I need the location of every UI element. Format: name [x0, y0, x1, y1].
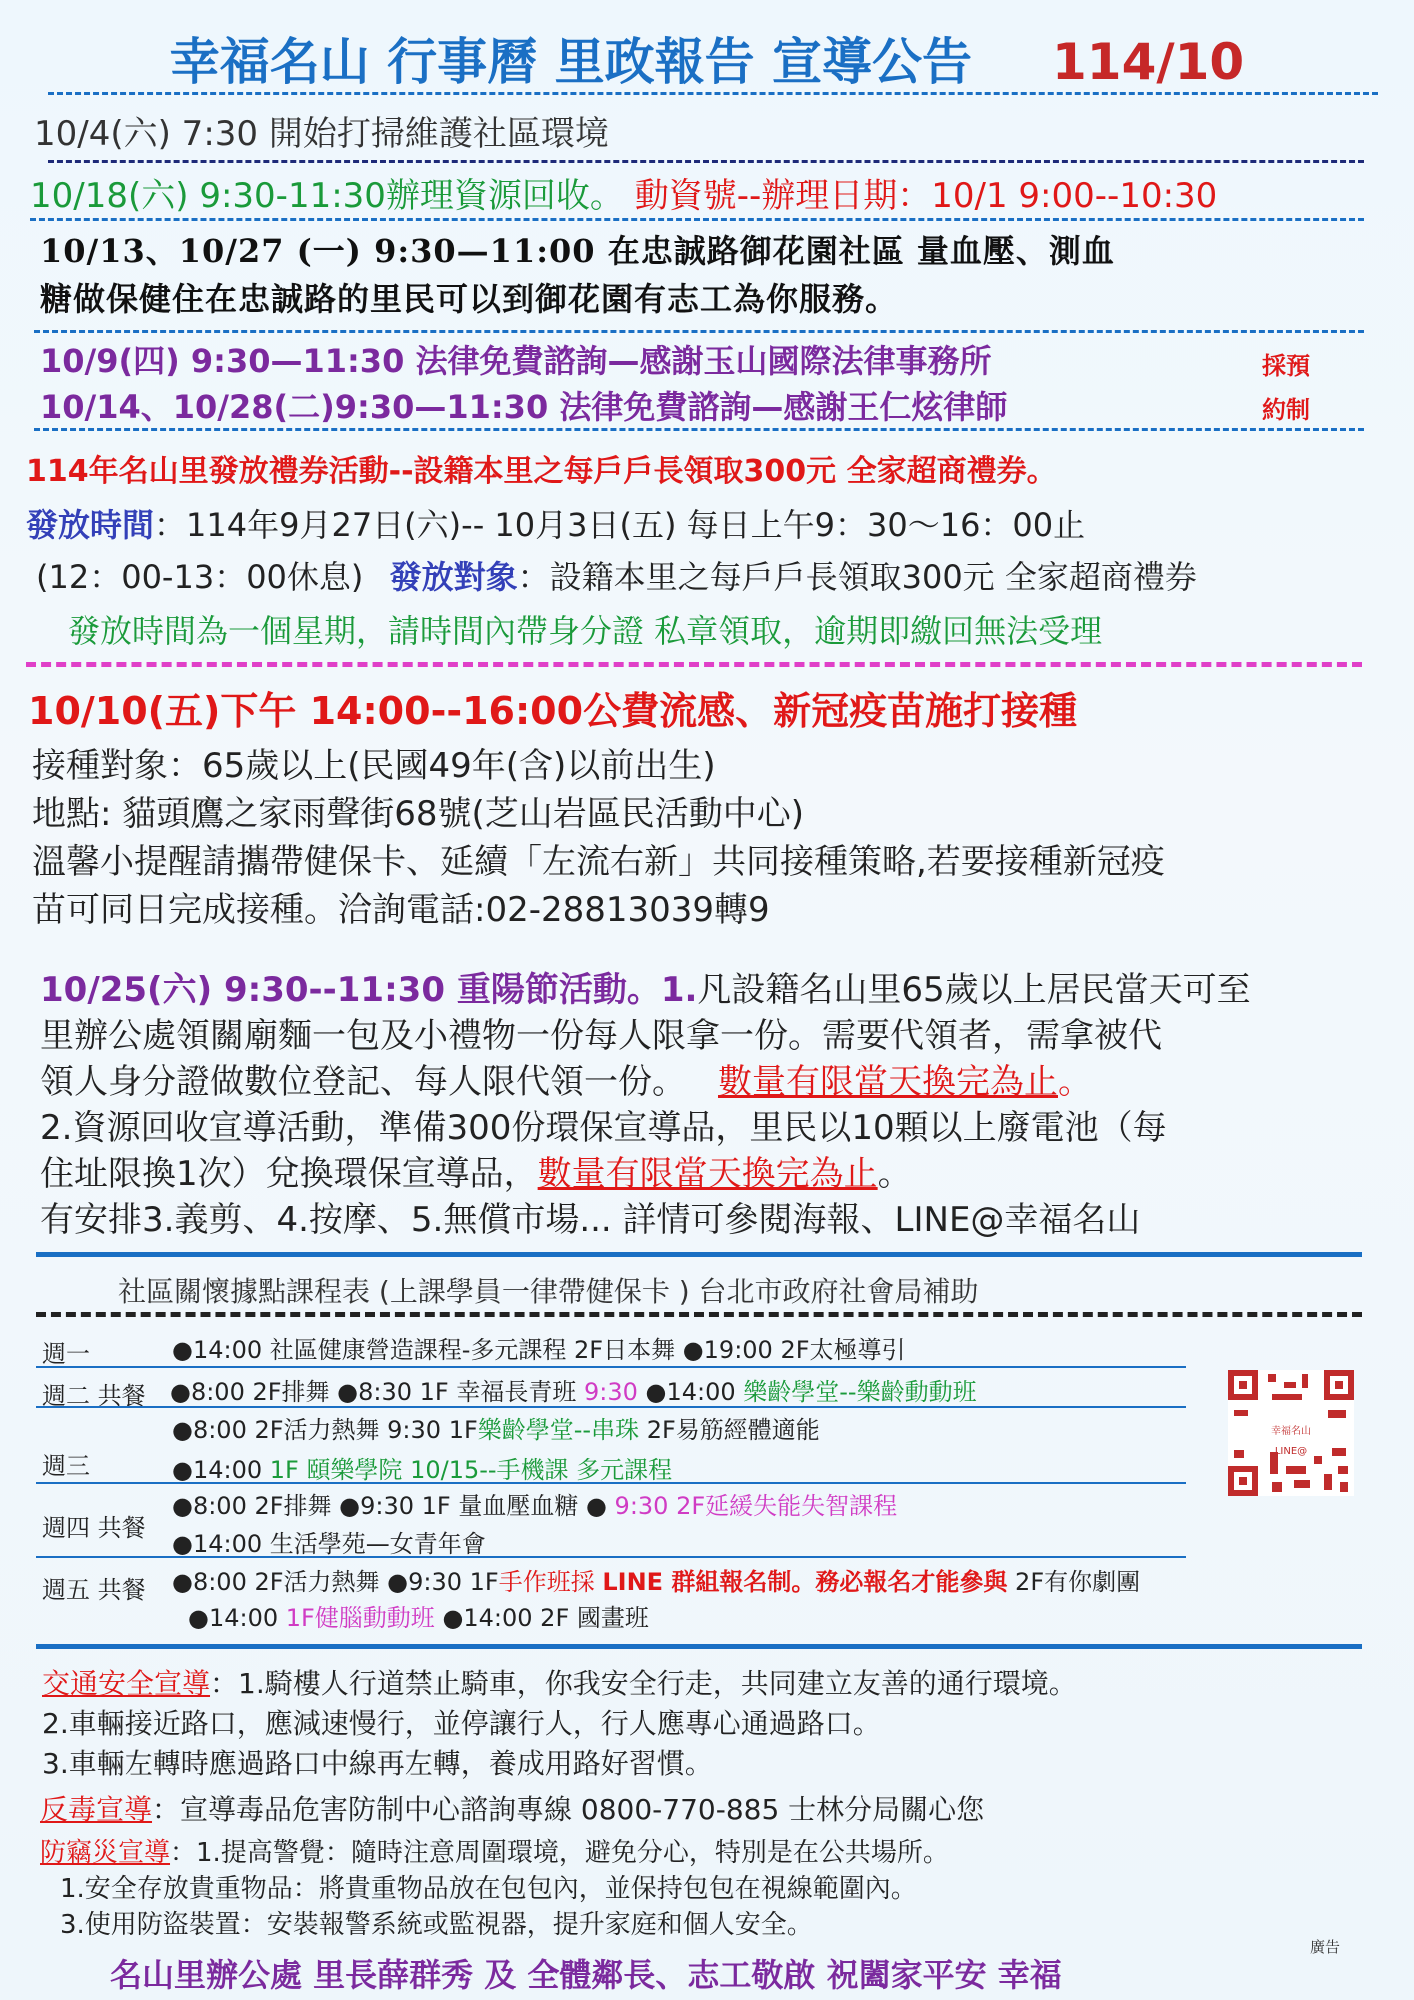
- chongyang-line5-c: 。: [877, 1154, 912, 1194]
- schedule-fri-2: [188, 1598, 649, 1633]
- qr-finder-icon: [1228, 1466, 1258, 1496]
- vaccine-target: 接種對象：65歲以上(民國49年(含)以前出生): [32, 746, 716, 786]
- divider: [36, 1312, 1362, 1317]
- vaccine-headline: 10/10(五)下午 14:00--16:00公費流感、新冠疫苗施打接種: [28, 689, 1078, 733]
- schedule-thu-1: [172, 1486, 897, 1521]
- tue-d: 樂齡學堂--樂齡動動班: [743, 1378, 977, 1406]
- divider: [48, 92, 1378, 95]
- voucher-headline: 114年名山里發放禮券活動--設籍本里之每戶戶長領取300元 全家超商禮券。: [26, 454, 1057, 489]
- thu1-b: 9:30 2F延緩失能失智課程: [614, 1492, 898, 1520]
- divider: [36, 1556, 1186, 1558]
- wed1-a: ●8:00 2F活力熱舞 9:30 1F: [172, 1416, 478, 1444]
- theft-line-2: 1.安全存放貴重物品：將貴重物品放在包包內，並保持包包在視線範圍內。: [60, 1874, 917, 1904]
- page-title: [0, 22, 1414, 94]
- title-text: 幸福名山 行事曆 里政報告 宣導公告: [169, 33, 972, 91]
- divider: [34, 428, 1364, 431]
- schedule-wed-1: [172, 1410, 820, 1445]
- divider: [36, 1406, 1186, 1408]
- thu1-a: ●8:00 2F排舞 ●9:30 1F 量血壓血糖 ●: [172, 1492, 615, 1520]
- chongyang-line-2: 里辦公處領關廟麵一包及小禮物一份每人限拿一份。需要代領者，需拿被代: [40, 1016, 1162, 1056]
- divider: [36, 1252, 1362, 1257]
- schedule-mon: ●14:00 社區健康營造課程-多元課程 2F日本舞 ●19:00 2F太極導引: [172, 1336, 906, 1364]
- drug-label: 反毒宣導: [40, 1793, 153, 1826]
- wed1-b: 樂齡學堂--串珠: [477, 1416, 640, 1444]
- chongyang-line-1: [40, 962, 1251, 1011]
- voucher-time: [26, 500, 1085, 546]
- fri2-b: 1F健腦動動班: [285, 1604, 435, 1632]
- traffic-line-2: 2.車輛接近路口，應減速慢行，並停讓行人，行人應專心通過路口。: [42, 1707, 881, 1740]
- divider: [26, 662, 1362, 667]
- footer-greeting: 名山里辦公處 里長薛群秀 及 全體鄰長、志工敬啟 祝闔家平安 幸福: [110, 1956, 1062, 1994]
- health-check-line-2: 糖做保健住在忠誠路的里民可以到御花園有志工為你服務。: [40, 280, 899, 318]
- chongyang-line1-rest: 凡設籍名山里65歲以上居民當天可至: [697, 970, 1251, 1010]
- voucher-time-text: ：114年9月27日(六)-- 10月3日(五) 每日上午9：30～16：00止: [154, 506, 1086, 544]
- fri2-a: ●14:00: [188, 1604, 286, 1632]
- fri1-c: LINE 群組報名制。務必報名才能參與: [602, 1568, 1008, 1596]
- qr-finder-icon: [1228, 1370, 1258, 1400]
- divider: [48, 160, 1364, 163]
- chongyang-line-5: [40, 1146, 912, 1195]
- traffic-text-1: ：1.騎樓人行道禁止騎車，你我安全行走，共同建立友善的通行環境。: [210, 1667, 1077, 1700]
- fri2-c: ●14:00 2F 國畫班: [434, 1604, 649, 1632]
- traffic-line-1: [42, 1662, 1077, 1702]
- fri1-b: 手作班採: [498, 1568, 603, 1596]
- theft-line-1: [40, 1832, 949, 1869]
- chongyang-line-6: 有安排3.義剪、4.按摩、5.無償市場... 詳情可參閱海報、LINE@幸福名山: [40, 1200, 1141, 1240]
- tue-c: ●14:00: [637, 1378, 744, 1406]
- chongyang-line3-text: 領人身分證做數位登記、每人限代領一份。: [40, 1062, 686, 1102]
- limit-period: 。: [1058, 1062, 1092, 1102]
- schedule-day-tue: 週二 共餐: [42, 1382, 146, 1410]
- limit-note: 數量有限當天換完為止: [718, 1062, 1058, 1102]
- tue-a: ●8:00 2F排舞 ●8:30 1F 幸福長青班: [170, 1378, 584, 1406]
- theft-line-3: 3.使用防盜裝置：安裝報警系統或監視器，提升家庭和個人安全。: [60, 1910, 813, 1940]
- chongyang-line5-a: 住址限換1次）兌換環保宣導品，: [40, 1154, 538, 1194]
- wed2-b: 1F 頤樂學院 10/15--手機課 多元課程: [269, 1456, 673, 1484]
- schedule-day-mon: 週一: [42, 1340, 90, 1368]
- health-check-line-1: 10/13、10/27 (一) 9:30—11:00 在忠誠路御花園社區 量血壓、測血: [40, 232, 1115, 270]
- chongyang-headline: 10/25(六) 9:30--11:30 重陽節活動。1.: [40, 970, 698, 1010]
- vaccine-tip-line-2: 苗可同日完成接種。洽詢電話:02-28813039轉9: [32, 890, 770, 930]
- legal-consult-1: 10/9(四) 9:30—11:30 法律免費諮詢—感謝玉山國際法律事務所: [40, 342, 992, 380]
- recycle-event: [30, 168, 1217, 217]
- schedule-wed-2: [172, 1450, 672, 1485]
- voucher-reminder: 發放時間為一個星期，請時間內帶身分證 私章領取，逾期即繳回無法受理: [68, 612, 1103, 650]
- theft-label: 防竊災宣導: [40, 1838, 171, 1868]
- chongyang-line-3: [40, 1054, 1092, 1103]
- appointment-note-1: 採預: [1262, 352, 1310, 380]
- anti-drug-line: [40, 1788, 984, 1828]
- voucher-break: (12：00-13：00休息): [36, 558, 364, 596]
- recycle-text: 10/18(六) 9:30-11:30辦理資源回收。: [30, 176, 624, 216]
- traffic-line-3: 3.車輛左轉時應過路口中線再左轉，養成用路好習慣。: [42, 1747, 713, 1780]
- voucher-time-label: 發放時間: [26, 506, 155, 544]
- ad-label: 廣告: [1310, 1938, 1341, 1956]
- divider: [36, 1366, 1186, 1368]
- fri1-d: 2F有你劇團: [1007, 1568, 1141, 1596]
- schedule-title: 社區關懷據點課程表 (上課學員一律帶健保卡 ) 台北市政府社會局補助: [118, 1275, 979, 1308]
- schedule-fri-1: [172, 1562, 1140, 1597]
- divider: [30, 218, 1364, 221]
- cleanup-event: 10/4(六) 7:30 開始打掃維護社區環境: [34, 114, 609, 154]
- voucher-target-label: 發放對象: [389, 558, 518, 596]
- vaccine-location: 地點: 貓頭鷹之家雨聲街68號(芝山岩區民活動中心): [32, 794, 805, 834]
- issue-number: 114/10: [1052, 33, 1245, 91]
- schedule-day-thu: 週四 共餐: [42, 1514, 146, 1542]
- qr-finder-icon: [1324, 1370, 1354, 1400]
- schedule-day-wed: 週三: [42, 1452, 90, 1480]
- divider: [34, 330, 1364, 333]
- recycle-note: 動資號--辦理日期：10/1 9:00--10:30: [634, 176, 1218, 216]
- divider: [36, 1644, 1362, 1649]
- qr-label: 幸福名山LINE@: [1256, 1422, 1326, 1442]
- traffic-label: 交通安全宣導: [42, 1667, 211, 1700]
- wed2-a: ●14:00: [172, 1456, 270, 1484]
- schedule-thu-2: ●14:00 生活學苑—女青年會: [172, 1530, 486, 1558]
- schedule-tue: [170, 1372, 977, 1407]
- theft-text-1: ：1.提高警覺：隨時注意周圍環境，避免分心，特別是在公共場所。: [170, 1838, 949, 1868]
- limit-note-2: 數量有限當天換完為止: [537, 1154, 878, 1194]
- wed1-c: 2F易筋經體適能: [639, 1416, 820, 1444]
- vaccine-tip-line-1: 溫馨小提醒請攜帶健保卡、延續「左流右新」共同接種策略,若要接種新冠疫: [32, 842, 1165, 882]
- voucher-target: [36, 552, 1197, 598]
- fri1-a: ●8:00 2F活力熱舞 ●9:30 1F: [172, 1568, 499, 1596]
- schedule-day-fri: 週五 共餐: [42, 1576, 146, 1604]
- line-qr-code[interactable]: [1228, 1370, 1354, 1496]
- voucher-target-text: ：設籍本里之每戶戶長領取300元 全家超商禮券: [517, 558, 1197, 596]
- divider: [36, 1482, 1186, 1484]
- chongyang-line-4: 2.資源回收宣導活動，準備300份環保宣導品，里民以10顆以上廢電池（每: [40, 1108, 1167, 1148]
- appointment-note-2: 約制: [1262, 396, 1310, 424]
- drug-text: ：宣導毒品危害防制中心諮詢專線 0800-770-885 士林分局關心您: [152, 1793, 985, 1826]
- tue-b: 9:30: [583, 1378, 638, 1406]
- legal-consult-2: 10/14、10/28(二)9:30—11:30 法律免費諮詢—感謝王仁炫律師: [40, 388, 1008, 426]
